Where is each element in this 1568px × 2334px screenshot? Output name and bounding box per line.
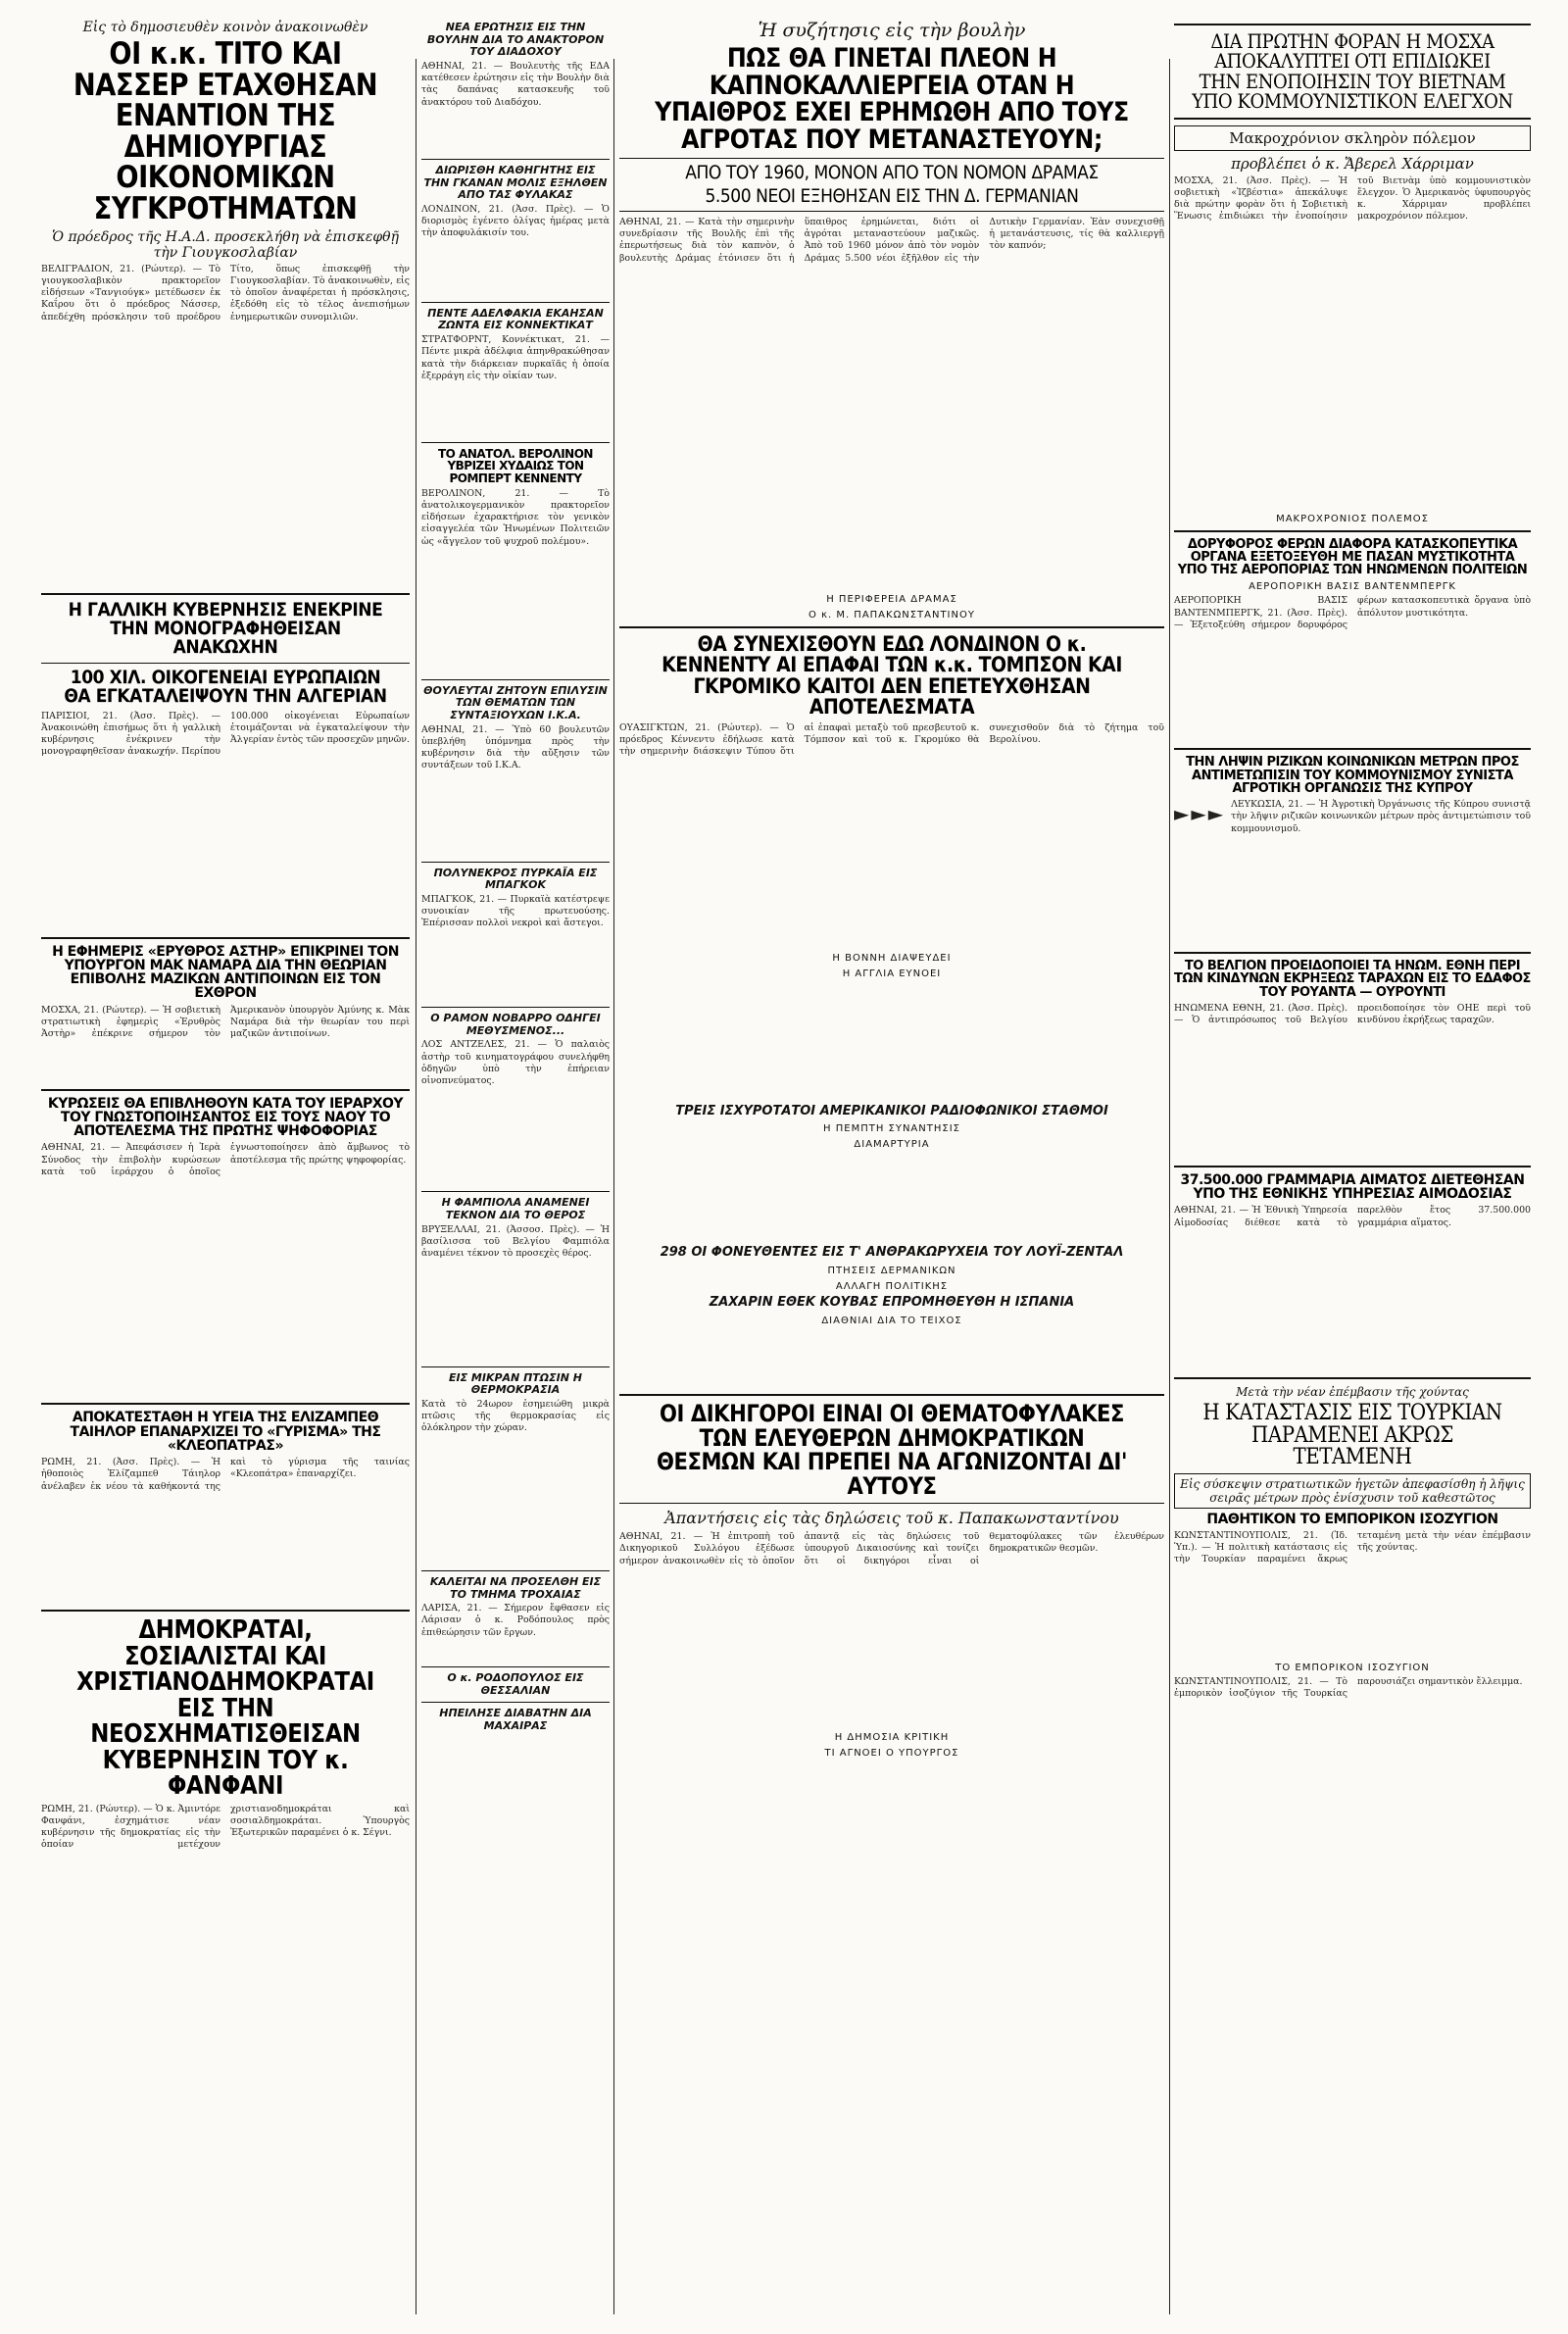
section-label: Η ΒΟΝΝΗ ΔΙΑΨΕΥΔΕΙ (832, 952, 952, 964)
headline-kennedy: ΘΑ ΣΥΝΕΧΙΣΘΟΥΝ ΕΔΩ ΛΟΝΔΙΝΟΝ Ο κ. ΚΕΝΝΕΝΤΥ ΑΙ ΕΠΑΦΑΙ ΤΩΝ κ.κ. ΤΟΜΠΣΟΝ ΚΑΙ ΓΚΡΟΜΙΚΟ ΚΑΙΤΟΙ ΔΕΝ ΕΠΕΤΕΥΧΘΗΣΑΝ ΑΠΟΤΕΛΕΣΜΑΤΑ (662, 631, 1122, 720)
headline-fabiola: Η ΦΑΜΠΙΟΛΑ ΑΝΑΜΕΝΕΙ ΤΕΚΝΟΝ ΔΙΑ ΤΟ ΘΕΡΟΣ (441, 1196, 590, 1221)
article-body: ΛΟΣ ΑΝΤΖΕΛΕΣ, 21. — Ὁ παλαιὸς ἀστὴρ τοῦ κινηματογράφου συνελήφθη ὁδηγῶν ὑπὸ τὴν ἐπήρειαν οἰνοπνεύματος. (421, 1039, 610, 1086)
subheadline-harriman: προβλέπει ὁ κ. Ἄβερελ Χάρριμαν (1231, 154, 1474, 173)
section-label: ΔΙΑΜΑΡΤΥΡΙΑ (854, 1139, 930, 1151)
column-1 (41, 18, 410, 2314)
section-label: Η ΠΕΜΠΤΗ ΣΥΝΑΝΤΗΣΙΣ (823, 1123, 960, 1135)
section-label: Η ΑΓΓΛΙΑ ΕΥΝΟΕΙ (842, 968, 942, 979)
article-body-spacer (619, 982, 1164, 1100)
subheadline-germany: 5.500 ΝΕΟΙ ΕΞΗΘΗΣΑΝ ΕΙΣ ΤΗΝ Δ. ΓΕΡΜΑΝΙΑΝ (705, 184, 1079, 207)
article-body: ΑΘΗΝΑΙ, 21. — Ἡ Ἐθνικὴ Ὑπηρεσία Αἱμοδοσίας διέθεσε κατὰ τὸ παρελθὸν ἔτος 37.500.000 γραμμάρια αἵματος. (1174, 1205, 1531, 1228)
headline-lawyers: ΟΙ ΔΙΚΗΓΟΡΟΙ ΕΙΝΑΙ ΟΙ ΘΕΜΑΤΟΦΥΛΑΚΕΣ ΤΩΝ ΕΛΕΥΘΕΡΩΝ ΔΗΜΟΚΡΑΤΙΚΩΝ ΘΕΣΜΩΝ ΚΑΙ ΠΡΕΠΕΙ ΝΑ ΑΓΩΝΙΖΟΝΤΑΙ ΔΙ' ΑΥΤΟΥΣ (656, 1400, 1128, 1500)
headline-bangkok: ΠΟΛΥΝΕΚΡΟΣ ΠΥΡΚΑΪΑ ΕΙΣ ΜΠΑΓΚΟΚ (433, 866, 598, 892)
headline-novarro: Ο ΡΑΜΟΝ ΝΟΒΑΡΡΟ ΟΔΗΓΕΙ ΜΕΘΥΣΜΕΝΟΣ... (430, 1012, 601, 1037)
headline-satellite: ΔΟΡΥΦΟΡΟΣ ΦΕΡΩΝ ΔΙΑΦΟΡΑ ΚΑΤΑΣΚΟΠΕΥΤΙΚΑ ΟΡΓΑΝΑ ΕΞΕΤΟΞΕΥΘΗ ΜΕ ΠΑΣΑΝ ΜΥΣΤΙΚΟΤΗΤΑ ΥΠΟ ΤΗΣ ΑΕΡΟΠΟΡΙΑΣ ΤΩΝ ΗΝΩΜΕΝΩΝ ΠΟΛΙΤΕΙΩΝ (1177, 536, 1528, 578)
article-body: ΜΟΣΧΑ, 21. (Ρώυτερ). — Ἡ σοβιετικὴ στρατιωτικὴ ἐφημερὶς «Ἐρυθρὸς Ἀστὴρ» ἐπέκρινε σήμερον τὸν Ἀμερικανὸν ὑπουργὸν Ἀμύνης κ. Μὰκ Ναμάρα διὰ τὴν θεωρίαν του περὶ μαζικῶν ἀντιποίνων. (41, 1004, 410, 1040)
section-label: ΠΤΗΣΕΙΣ ΔΕΡΜΑΝΙΚΩΝ (827, 1266, 956, 1277)
article-body: ΛΟΝΔΙΝΟΝ, 21. (Ἀσσ. Πρὲς). — Ὁ διορισμὸς ἐγένετο ὀλίγας ἡμέρας μετὰ τὴν ἀποφυλάκισίν του. (421, 203, 610, 239)
section-label: ΑΕΡΟΠΟΡΙΚΗ ΒΑΣΙΣ ΒΑΝΤΕΝΜΠΕΡΓΚ (1249, 581, 1456, 593)
subheadline: Ὁ πρόεδρος τῆς Η.Α.Δ. προσεκλήθη νὰ ἐπισκεφθῇ τὴν Γιουγκοσλαβίαν (51, 228, 399, 261)
article-body: ΑΘΗΝΑΙ, 21. — Ἡ ἐπιτροπὴ τοῦ Δικηγορικοῦ Συλλόγου ἐξέδωσε σήμερον ἀνακοινωθὲν εἰς τὸ ὁποῖον ἀπαντᾷ εἰς τὰς δηλώσεις τοῦ ὑπουργοῦ Δικαιοσύνης καὶ τονίζει ὅτι οἱ δικηγόροι εἶναι οἱ θεματοφύλακες τῶν ἐλευθέρων δημοκρατικῶν θεσμῶν. (619, 1531, 1164, 1566)
headline-radio: ΤΡΕΙΣ ΙΣΧΥΡΟΤΑΤΟΙ ΑΜΕΡΙΚΑΝΙΚΟΙ ΡΑΔΙΟΦΩΝΙΚΟΙ ΣΤΑΘΜΟΙ (675, 1103, 1108, 1118)
article-body: ΛΑΡΙΣΑ, 21. — Σήμερον ἔφθασεν εἰς Λάρισαν ὁ κ. Ροδόπουλος πρὸς ἐπιθεώρησιν τῶν ἔργων. (421, 1603, 610, 1638)
article-body (1174, 799, 1531, 946)
article-body: ΚΩΝΣΤΑΝΤΙΝΟΥΠΟΛΙΣ, 21. (Ἰδ. Ὑπ.). — Ἡ πολιτικὴ κατάστασις εἰς τὴν Τουρκίαν παραμένει ἄκρως τεταμένη μετὰ τὴν νέαν ἐπέμβασιν τῆς χούντας. (1174, 1529, 1531, 1565)
section-label: ΑΛΛΑΓΗ ΠΟΛΙΤΙΚΗΣ (835, 1281, 949, 1293)
headline-rodopoulos: Ο κ. ΡΟΔΟΠΟΥΛΟΣ ΕΙΣ ΘΕΣΣΑΛΙΑΝ (447, 1671, 584, 1697)
article-body: ΡΩΜΗ, 21. (Ρώυτερ). — Ὁ κ. Ἀμιντόρε Φανφάνι, ἐσχημάτισε νέαν κυβέρνησιν τῆς δημοκρατίας εἰς τὴν ὁποίαν μετέχουν χριστιανοδημοκράται καὶ σοσιαλδημοκράται. Ὑπουργὸς Ἐξωτερικῶν παραμένει ὁ κ. Σέγνι. (41, 1803, 410, 1851)
headline-traffic: ΚΑΛΕΙΤΑΙ ΝΑ ΠΡΟΣΕΛΘΗ ΕΙΣ ΤΟ ΤΜΗΜΑ ΤΡΟΧΑΙΑΣ (429, 1574, 602, 1601)
headline-tito-nasser: ΟΙ κ.κ. ΤΙΤΟ ΚΑΙ ΝΑΣΣΕΡ ΕΤΑΧΘΗΣΑΝ ΕΝΑΝΤΙΟΝ ΤΗΣ ΔΗΜΙΟΥΡΓΙΑΣ ΟΙΚΟΝΟΜΙΚΩΝ ΣΥΓΚΡΟΤΗΜΑΤΩΝ (73, 36, 378, 227)
article-text: ΛΕΥΚΩΣΙΑ, 21. — Ἡ Ἀγροτικὴ Ὀργάνωσις τῆς Κύπρου συνιστᾷ τὴν λῆψιν ριζικῶν κοινωνικῶν μέτρων πρὸς ἀντιμετώπισιν τοῦ κομμουνισμοῦ. (1231, 799, 1531, 834)
section-label: ΤΙ ΑΓΝΟΕΙ Ο ΥΠΟΥΡΓΟΣ (824, 1748, 959, 1760)
article-body-spacer (619, 1329, 1164, 1388)
article-body: ΚΩΝΣΤΑΝΤΙΝΟΥΠΟΛΙΣ, 21. — Τὸ ἐμπορικὸν ἰσοζύγιον τῆς Τουρκίας παρουσιάζει σημαντικὸν ἔλλειμμα. (1174, 1675, 1523, 1700)
headline-cyprus: ΤΗΝ ΛΗΨΙΝ ΡΙΖΙΚΩΝ ΚΟΙΝΩΝΙΚΩΝ ΜΕΤΡΩΝ ΠΡΟΣ ΑΝΤΙΜΕΤΩΠΙΣΙΝ ΤΟΥ ΚΟΜΜΟΥΝΙΣΜΟΥ ΣΥΝΙΣΤΑ ΑΓΡΟΤΙΚΗ ΟΡΓΑΝΩΣΙΣ ΤΗΣ ΚΥΠΡΟΥ (1186, 755, 1519, 796)
subheadline-war: Μακροχρόνιον σκληρὸν πόλεμον (1174, 125, 1531, 151)
headline-tobacco: ΠΩΣ ΘΑ ΓΙΝΕΤΑΙ ΠΛΕΟΝ Η ΚΑΠΝΟΚΑΛΛΙΕΡΓΕΙΑ ΟΤΑΝ Η ΥΠΑΙΘΡΟΣ ΕΧΕΙ ΕΡΗΜΩΘΗ ΑΠΟ ΤΟΥΣ ΑΓΡΟΤΑΣ ΠΟΥ ΜΕΤΑΝΑΣΤΕΥΟΥΝ; (655, 43, 1129, 155)
headline-question: ΝΕΑ ΕΡΩΤΗΣΙΣ ΕΙΣ ΤΗΝ ΒΟΥΛΗΝ ΔΙΑ ΤΟ ΑΝΑΚΤΟΡΟΝ ΤΟΥ ΔΙΑΔΟΧΟΥ (426, 21, 605, 59)
article-body: ΜΟΣΧΑ, 21. (Ἀσσ. Πρὲς). — Ἡ σοβιετικὴ «Ἰζβέστια» ἀπεκάλυψε διὰ πρώτην φορὰν ὅτι ἡ Σοβιετικὴ Ἕνωσις ἐπιδιώκει τὴν ἑνοποίησιν τοῦ Βιετνὰμ ὑπὸ κομμουνιστικὸν ἔλεγχον. Ὁ Ἀμερικανὸς ὑφυπουργὸς κ. Χάρριμαν προβλέπει μακροχρόνιον πόλεμον. (1174, 174, 1531, 223)
headline-algeria: 100 ΧΙΛ. ΟΙΚΟΓΕΝΕΙΑΙ ΕΥΡΩΠΑΙΩΝ ΘΑ ΕΓΚΑΤΑΛΕΙΨΟΥΝ ΤΗΝ ΑΛΓΕΡΙΑΝ (64, 666, 387, 708)
headline-taylor: ΑΠΟΚΑΤΕΣΤΑΘΗ Η ΥΓΕΙΑ ΤΗΣ ΕΛΙΖΑΜΠΕΘ ΤΑΙΗΛΟΡ ΕΠΑΝΑΡΧΙΖΕΙ ΤΟ «ΓΥΡΙΣΜΑ» ΤΗΣ «ΚΛΕΟΠΑΤΡΑΣ» (70, 1410, 381, 1454)
headline-ghana: ΔΙΩΡΙΣΘΗ ΚΑΘΗΓΗΤΗΣ ΕΙΣ ΤΗΝ ΓΚΑΝΑΝ ΜΟΛΙΣ ΕΞΗΛΘΕΝ ΑΠΟ ΤΑΣ ΦΥΛΑΚΑΣ (423, 163, 608, 202)
article-body: ΑΘΗΝΑΙ, 21. — Ἀπεφάσισεν ἡ Ἱερὰ Σύνοδος τὴν ἐπιβολὴν κυρώσεων κατὰ τοῦ ἱεράρχου ὁ ὁποῖος ἐγνωστοποίησεν ἀπὸ ἄμβωνος τὸ ἀποτέλεσμα τῆς πρώτης ψηφοφορίας. (41, 1142, 410, 1177)
headline-red-star: Η ΕΦΗΜΕΡΙΣ «ΕΡΥΘΡΟΣ ΑΣΤΗΡ» ΕΠΙΚΡΙΝΕΙ ΤΟΝ ΥΠΟΥΡΓΟΝ ΜΑΚ ΝΑΜΑΡΑ ΔΙΑ ΤΗΝ ΘΕΩΡΙΑΝ ΕΠΙΒΟΛΗΣ ΜΑΖΙΚΩΝ ΑΝΤΙΠΟΙΝΩΝ ΕΙΣ ΤΟΝ ΕΧΘΡΟΝ (52, 943, 399, 1002)
column-rule (613, 59, 614, 2314)
article-body-spacer (619, 1153, 1164, 1241)
headline-turkey: Η ΚΑΤΑΣΤΑΣΙΣ ΕΙΣ ΤΟΥΡΚΙΑΝ ΠΑΡΑΜΕΝΕΙ ΑΚΡΩΣ ΤΕΤΑΜΕΝΗ (1202, 1401, 1502, 1470)
headline-east-berlin: ΤΟ ΑΝΑΤΟΛ. ΒΕΡΟΛΙΝΟΝ ΥΒΡΙΖΕΙ ΧΥΔΑΙΩΣ ΤΟΝ ΡΟΜΠΕΡΤ ΚΕΝΝΕΝΤΥ (438, 447, 593, 485)
headline-blood: 37.500.000 ΓΡΑΜΜΑΡΙΑ ΑΙΜΑΤΟΣ ΔΙΕΤΕΘΗΣΑΝ ΥΠΟ ΤΗΣ ΕΘΝΙΚΗΣ ΥΠΗΡΕΣΙΑΣ ΑΙΜΟΔΟΣΙΑΣ (1180, 1171, 1525, 1203)
section-label: ΤΟ ΕΜΠΟΡΙΚΟΝ ΙΣΟΖΥΓΙΟΝ (1275, 1662, 1430, 1673)
article-body: ΣΤΡΑΤΦΟΡΝΤ, Κοννέκτικατ, 21. — Πέντε μικρὰ ἀδέλφια ἀπηνθρακώθησαν κατὰ τὴν διάρκειαν πυρκαϊᾶς ἡ ὁποία ἐξερράγη εἰς τὴν οἰκίαν των. (421, 334, 610, 381)
article-body: ΗΝΩΜΕΝΑ ΕΘΝΗ, 21. (Ἀσσ. Πρὲς). — Ὁ ἀντιπρόσωπος τοῦ Βελγίου προειδοποίησε τὸν ΟΗΕ περὶ τοῦ κινδύνου ἐκρήξεως ταραχῶν. (1174, 1002, 1531, 1026)
article-body: ΑΕΡΟΠΟΡΙΚΗ ΒΑΣΙΣ ΒΑΝΤΕΝΜΠΕΡΓΚ, 21. (Ἀσσ. Πρὲς). — Ἐξετοξεύθη σήμερον δορυφόρος φέρων κατασκοπευτικὰ ὄργανα ὑπὸ ἀπόλυτον μυστικότητα. (1174, 595, 1531, 630)
article-body: ΒΕΡΟΛΙΝΟΝ, 21. — Τὸ ἀνατολικογερμανικὸν πρακτορεῖον εἰδήσεων ἐχαρακτήρισε τὸν γενικὸν εἰσαγγελέα τῶν Ἡνωμένων Πολιτειῶν ὡς «ἄγγελον τοῦ ψυχροῦ πολέμου». (421, 487, 610, 547)
subheadline-turkey: Εἰς σύσκεψιν στρατιωτικῶν ἡγετῶν ἀπεφασίσθη ἡ λῆψις σειρᾶς μέτρων πρὸς ἑνίσχυσιν τοῦ καθεστῶτος (1174, 1473, 1531, 1509)
section-label: Η ΠΕΡΙΦΕΡΕΙΑ ΔΡΑΜΑΣ (826, 593, 957, 605)
headline-temperature: ΕΙΣ ΜΙΚΡΑΝ ΠΤΩΣΙΝ Η ΘΕΡΜΟΚΡΑΣΙΑ (448, 1370, 583, 1397)
article-body: ΒΕΛΙΓΡΑΔΙΟΝ, 21. (Ρώυτερ). — Τὸ γιουγκοσλαβικὸν πρακτορεῖον εἰδήσεων «Τανγιούγκ» μετέδωσεν ἐκ Καΐρου ὅτι ὁ πρόεδρος Νάσσερ, ἀπεδέχθη πρόσκλησιν τοῦ προέδρου Τίτο, ὅπως ἐπισκεφθῇ τὴν Γιουγκοσλαβίαν. Τὸ ἀνακοινωθὲν, εἰς τὸ ὁποῖον ἀναφέρεται ἡ πρόσκλησις, ἐξεδόθη εἰς τὸ τέλος ἀνεπισήμων ἐνημερωτικῶν συνομιλιῶν. (41, 263, 410, 323)
article-body: ΑΘΗΝΑΙ, 21. — Κατὰ τὴν σημερινὴν συνεδρίασιν τῆς Βουλῆς ἐπὶ τῆς ἐπερωτήσεως διὰ τὸν καπνὸν, ὁ βουλευτὴς Δράμας ἐτόνισεν ὅτι ἡ ὕπαιθρος ἐρημώνεται, διότι οἱ ἀγρόται μεταναστεύουν μαζικῶς. Ἀπὸ τοῦ 1960 μόνον ἀπὸ τὸν νομὸν Δράμας 5.500 νέοι ἐξῆλθον εἰς τὴν Δυτικὴν Γερμανίαν. Ἐὰν συνεχισθῇ ἡ μετανάστευσις, τίς θὰ καλλιεργῇ τὸν καπνόν; (619, 216, 1164, 264)
headline-french-govt: Η ΓΑΛΛΙΚΗ ΚΥΒΕΡΝΗΣΙΣ ΕΝΕΚΡΙΝΕ ΤΗΝ ΜΟΝΟΓΡΑΦΗΘΕΙΣΑΝ ΑΝΑΚΩΧΗΝ (68, 598, 383, 659)
signature: Ο κ. Μ. ΠΑΠΑΚΩΝΣΤΑΝΤΙΝΟΥ (808, 609, 975, 621)
headline-mines: 298 ΟΙ ΦΟΝΕΥΘΕΝΤΕΣ ΕΙΣ Τ' ΑΝΘΡΑΚΩΡΥΧΕΙΑ ΤΟΥ ΛΟΥΪ-ΖΕΝΤΑΛ (660, 1245, 1124, 1261)
article-body: ΟΥΑΣΙΓΚΤΩΝ, 21. (Ρώυτερ). — Ὁ πρόεδρος Κέννεντυ ἐδήλωσε κατὰ τὴν σημερινὴν διάσκεψιν Τύπου ὅτι αἱ ἐπαφαὶ μεταξὺ τοῦ πρεσβευτοῦ κ. Τόμπσον καὶ τοῦ κ. Γκρομύκο θὰ συνεχισθοῦν διὰ τὸ ζήτημα τοῦ Βερολίνου. (619, 721, 1164, 757)
article-body: Κατὰ τὸ 24ωρον ἐσημειώθη μικρὰ πτῶσις τῆς θερμοκρασίας εἰς ὁλόκληρον τὴν χώραν. (421, 1398, 610, 1434)
headline-connecticut: ΠΕΝΤΕ ΑΔΕΛΦΑΚΙΑ ΕΚΑΗΣΑΝ ΖΩΝΤΑ ΕΙΣ ΚΟΝΝΕΚΤΙΚΑΤ (427, 306, 604, 332)
headline-sanctions: ΚΥΡΩΣΕΙΣ ΘΑ ΕΠΙΒΛΗΘΟΥΝ ΚΑΤΑ ΤΟΥ ΙΕΡΑΡΧΟΥ ΤΟΥ ΓΝΩΣΤΟΠΟΙΗΣΑΝΤΟΣ ΕΙΣ ΤΟΥΣ ΝΑΟΥ ΤΟ ΑΠΟΤΕΛΕΣΜΑ ΤΗΣ ΠΡΩΤΗΣ ΨΗΦΟΦΟΡΙΑΣ (47, 1095, 404, 1140)
column-2 (421, 18, 610, 2314)
headline-trade-balance: ΠΑΘΗΤΙΚΟΝ ΤΟ ΕΜΠΟΡΙΚΟΝ ΙΣΟΖΥΓΙΟΝ (1206, 1511, 1498, 1527)
article-body: ΜΠΑΓΚΟΚ, 21. — Πυρκαϊὰ κατέστρεψε συνοικίαν τῆς πρωτευούσης. Ἐπέρισσαν πολλοὶ νεκροὶ καὶ ἄστεγοι. (421, 894, 610, 929)
arrows-icon: ►►► (1174, 802, 1226, 826)
headline-belgium: ΤΟ ΒΕΛΓΙΟΝ ΠΡΟΕΙΔΟΠΟΙΕΙ ΤΑ ΗΝΩΜ. ΕΘΝΗ ΠΕΡΙ ΤΩΝ ΚΙΝΔΥΝΩΝ ΕΚΡΗΞΕΩΣ ΤΑΡΑΧΩΝ ΕΙΣ ΤΟ ΕΔΑΦΟΣ ΤΟΥ ΡΟΥΑΝΤΑ — ΟΥΡΟΥΝΤΙ (1174, 959, 1531, 1000)
article-body: ΡΩΜΗ, 21. (Ἀσσ. Πρὲς). — Ἡ ἠθοποιὸς Ἐλίζαμπεθ Τάιηλορ ἀνέλαβεν ἐκ νέου τὰ καθήκοντά της καὶ τὸ γύρισμα τῆς ταινίας «Κλεοπάτρα» ἐπαναρχίζει. (41, 1457, 410, 1492)
kicker: Ἡ συζήτησις εἰς τὴν βουλὴν (758, 20, 1026, 41)
headline-pensioners: ΘΟΥΛΕΥΤΑΙ ΖΗΤΟΥΝ ΕΠΙΛΥΣΙΝ ΤΩΝ ΘΕΜΑΤΩΝ ΤΩΝ ΣΥΝΤΑΞΙΟΥΧΩΝ Ι.Κ.Α. (423, 683, 608, 722)
article-body: ΒΡΥΞΕΛΛΑΙ, 21. (Ἀσσοσ. Πρὲς). — Ἡ βασίλισσα τοῦ Βελγίου Φαμπιόλα ἀναμένει τέκνον τὸ προσεχὲς θέρος. (421, 1223, 610, 1260)
kicker: Εἰς τὸ δημοσιευθὲν κοινὸν ἀνακοινωθὲν (82, 20, 368, 35)
headline-knife: ΗΠΕΙΛΗΣΕ ΔΙΑΒΑΤΗΝ ΔΙΑ ΜΑΧΑΙΡΑΣ (439, 1707, 592, 1733)
headline-moscow-vietnam: ΔΙΑ ΠΡΩΤΗΝ ΦΟΡΑΝ Η ΜΟΣΧΑ ΑΠΟΚΑΛΥΠΤΕΙ ΟΤΙ ΕΠΙΔΙΩΚΕΙ ΤΗΝ ΕΝΟΠΟΙΗΣΙΝ ΤΟΥ ΒΙΕΤΝΑΜ ΥΠΟ ΚΟΜΜΟΥΝΙΣΤΙΚΟΝ ΕΛΕΓΧΟΝ (1192, 29, 1513, 114)
column-3 (619, 18, 1164, 2314)
subheadline: Ἀπαντήσεις εἰς τὰς δηλώσεις τοῦ κ. Παπακωνσταντίνου (664, 1509, 1119, 1528)
headline-fanfani: ΔΗΜΟΚΡΑΤΑΙ, ΣΟΣΙΑΛΙΣΤΑΙ ΚΑΙ ΧΡΙΣΤΙΑΝΟΔΗΜΟΚΡΑΤΑΙ ΕΙΣ ΤΗΝ ΝΕΟΣΧΗΜΑΤΙΣΘΕΙΣΑΝ ΚΥΒΕΡΝΗΣΙΝ ΤΟΥ κ. ΦΑΝΦΑΝΙ (76, 1615, 374, 1802)
section-label: ΔΙΑΘΝΙΑΙ ΔΙΑ ΤΟ ΤΕΙΧΟΣ (821, 1316, 962, 1327)
article-body: ΠΑΡΙΣΙΟΙ, 21. (Ἀσσ. Πρὲς). — Ἀνακοινώθη ἐπισήμως ὅτι ἡ γαλλικὴ κυβέρνησις ἐνέκρινεν τὴν μονογραφηθεῖσαν ἀνακωχήν. Περίπου 100.000 οἰκογένειαι Εὐρωπαίων ἐτοιμάζονται νὰ ἐγκαταλείψουν τὴν Ἀλγερίαν ἐντὸς τῶν προσεχῶν μηνῶν. (41, 710, 410, 758)
section-label: Η ΔΗΜΟΣΙΑ ΚΡΙΤΙΚΗ (834, 1732, 950, 1744)
column-4 (1174, 18, 1531, 2314)
article-body: ΑΘΗΝΑΙ, 21. — Βουλευτὴς τῆς ΕΔΑ κατέθεσεν ἐρώτησιν εἰς τὴν Βουλὴν διὰ τὰς δαπάνας κατασκευῆς τοῦ ἀνακτόρου τοῦ Διαδόχου. (421, 60, 610, 108)
column-rule (1169, 59, 1170, 2314)
kicker: Μετὰ τὴν νέαν ἐπέμβασιν τῆς χούντας (1236, 1385, 1469, 1400)
section-label: ΜΑΚΡΟΧΡΟΝΙΟΣ ΠΟΛΕΜΟΣ (1276, 513, 1429, 524)
article-body: ΑΘΗΝΑΙ, 21. — Ὑπὸ 60 βουλευτῶν ὑπεβλήθη ὑπόμνημα πρὸς τὴν κυβέρνησιν διὰ τὴν αὔξησιν τῶν συντάξεων τοῦ Ι.Κ.Α. (421, 723, 610, 771)
headline-sugar: ΖΑΧΑΡΙΝ ΕΘΕΚ ΚΟΥΒΑΣ ΕΠΡΟΜΗΘΕΥΘΗ Η ΙΣΠΑΝΙΑ (709, 1295, 1075, 1311)
subheadline-drama: ΑΠΟ ΤΟΥ 1960, ΜΟΝΟΝ ΑΠΟ ΤΟΝ ΝΟΜΟΝ ΔΡΑΜΑΣ (685, 162, 1099, 184)
